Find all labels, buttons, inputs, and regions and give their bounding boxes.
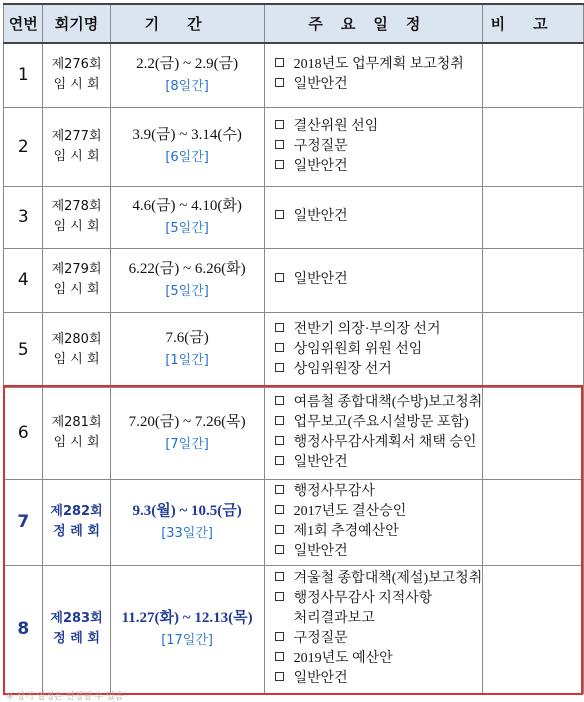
table-row	[4, 479, 584, 565]
session-name	[43, 565, 110, 693]
schedule-item: 일반안건	[275, 75, 483, 95]
schedule-cell	[264, 565, 483, 693]
note-cell	[483, 186, 584, 248]
square-bullet-icon	[275, 273, 284, 282]
square-bullet-icon	[275, 160, 284, 169]
square-bullet-icon	[275, 58, 284, 67]
period-days: [33일간]	[161, 525, 213, 541]
schedule-item: 일반안건	[275, 669, 483, 689]
table-row	[4, 312, 584, 387]
square-bullet-icon	[275, 652, 284, 661]
note-cell	[483, 387, 584, 479]
period-days: [6일간]	[165, 150, 209, 165]
session-number: 제278회	[51, 199, 102, 214]
schedule-item: 구정질문	[275, 137, 483, 157]
note-cell	[483, 565, 584, 693]
period-days: [1일간]	[165, 353, 209, 368]
schedule-cell	[264, 387, 483, 479]
schedule-item: 2019년도 예산안	[275, 649, 483, 669]
session-number: 제283회	[50, 611, 103, 626]
schedule-item: 일반안건	[275, 157, 483, 177]
square-bullet-icon	[275, 485, 284, 494]
schedule-item: 여름철 종합대책(수방)보고청취	[275, 393, 483, 413]
session-name	[43, 312, 110, 387]
note-cell	[483, 248, 584, 312]
schedule-item: 구정질문	[275, 629, 483, 649]
row-number: 7	[4, 479, 43, 565]
row-number: 3	[4, 186, 43, 248]
session-type: 정 례 회	[53, 631, 100, 646]
header-session-name: 회기명	[43, 4, 110, 43]
period-dates: 9.3(월) ~ 10.5(금)	[132, 502, 242, 519]
session-name	[43, 387, 110, 479]
square-bullet-icon	[275, 416, 284, 425]
schedule-item: 결산위원 선임	[275, 117, 483, 137]
session-type: 임 시 회	[53, 351, 100, 367]
session-type: 임 시 회	[53, 148, 100, 164]
session-period	[110, 107, 264, 186]
square-bullet-icon	[275, 140, 284, 149]
row-number: 1	[4, 43, 43, 107]
session-type: 임 시 회	[53, 282, 100, 297]
session-name	[43, 186, 110, 248]
session-type: 임 시 회	[53, 435, 100, 450]
schedule-item: 상임위원장 선거	[275, 360, 483, 380]
table-row	[4, 248, 584, 312]
period-days: [17일간]	[161, 632, 213, 648]
session-period	[110, 479, 264, 565]
schedule-cell	[264, 107, 483, 186]
header-row	[4, 4, 584, 43]
period-days: [8일간]	[165, 78, 209, 94]
session-type: 임 시 회	[53, 77, 100, 93]
row-number: 6	[4, 387, 43, 479]
schedule-item-continued: 처리결과보고	[293, 611, 375, 626]
header-period: 기간	[110, 4, 264, 43]
row-number: 2	[4, 107, 43, 186]
schedule-item: 2018년도 업무계획 보고청취	[275, 55, 483, 75]
session-period	[110, 248, 264, 312]
square-bullet-icon	[275, 672, 284, 681]
session-type: 정 례 회	[53, 524, 100, 539]
period-dates: 6.22(금) ~ 6.26(화)	[128, 260, 246, 277]
table-row	[4, 387, 584, 479]
schedule-item: 상임위원회 위원 선임	[275, 340, 483, 360]
schedule-item: 행정사무감사계획서 채택 승인	[275, 433, 483, 453]
schedule-item: 행정사무감사	[275, 482, 483, 502]
square-bullet-icon	[275, 545, 284, 554]
schedule-item: 일반안건	[275, 453, 483, 473]
square-bullet-icon	[275, 396, 284, 405]
square-bullet-icon	[275, 120, 284, 129]
square-bullet-icon	[275, 505, 284, 514]
schedule-item: 일반안건	[275, 207, 483, 227]
square-bullet-icon	[275, 592, 284, 601]
period-dates: 3.9(금) ~ 3.14(수)	[132, 127, 242, 143]
square-bullet-icon	[275, 343, 284, 352]
session-period	[110, 565, 264, 693]
session-period	[110, 387, 264, 479]
footer-note: ※ 상기 일정은 변경될 수 있음	[6, 692, 124, 702]
session-name	[43, 479, 110, 565]
header-no: 연번	[4, 4, 43, 43]
square-bullet-icon	[275, 572, 284, 581]
schedule-cell	[264, 479, 483, 565]
schedule-item: 2017년도 결산승인	[275, 502, 483, 522]
square-bullet-icon	[275, 632, 284, 641]
session-name	[43, 107, 110, 186]
table-row	[4, 565, 584, 693]
schedule-item: 겨울철 종합대책(제설)보고청취	[275, 569, 483, 589]
schedule-cell	[264, 43, 483, 107]
schedule-item: 전반기 의장·부의장 선거	[275, 320, 483, 340]
note-cell	[483, 43, 584, 107]
period-dates: 4.6(금) ~ 4.10(화)	[132, 197, 242, 214]
table-row	[4, 107, 584, 186]
period-dates: 11.27(화) ~ 12.13(목)	[121, 609, 253, 626]
square-bullet-icon	[275, 78, 284, 87]
header-schedule: 주요일정	[264, 4, 483, 43]
note-cell	[483, 107, 584, 186]
schedule-cell	[264, 312, 483, 387]
period-dates: 7.20(금) ~ 7.26(목)	[128, 413, 246, 430]
row-number: 8	[4, 565, 43, 693]
period-dates: 7.6(금)	[165, 330, 209, 346]
session-number: 제276회	[51, 57, 102, 73]
session-schedule-table	[3, 3, 584, 694]
schedule-item: 행정사무감사 지적사항	[275, 589, 483, 609]
schedule-table-wrapper	[3, 3, 584, 694]
session-number: 제280회	[51, 331, 102, 347]
session-period	[110, 186, 264, 248]
schedule-item: 제1회 추경예산안	[275, 522, 483, 542]
schedule-item: 일반안건	[275, 270, 483, 290]
session-period	[110, 312, 264, 387]
square-bullet-icon	[275, 210, 284, 219]
square-bullet-icon	[275, 456, 284, 465]
header-note: 비고	[483, 4, 584, 43]
square-bullet-icon	[275, 436, 284, 445]
session-number: 제277회	[51, 128, 102, 144]
schedule-item: 일반안건	[275, 542, 483, 562]
square-bullet-icon	[275, 363, 284, 372]
session-number: 제281회	[51, 415, 102, 430]
session-period	[110, 43, 264, 107]
session-name	[43, 248, 110, 312]
schedule-cell	[264, 186, 483, 248]
session-name	[43, 43, 110, 107]
session-number: 제279회	[51, 262, 102, 277]
period-dates: 2.2(금) ~ 2.9(금)	[136, 55, 239, 72]
period-days: [5일간]	[165, 220, 209, 236]
schedule-cell	[264, 248, 483, 312]
period-days: [5일간]	[165, 283, 209, 299]
session-type: 임 시 회	[53, 219, 100, 234]
square-bullet-icon	[275, 323, 284, 332]
period-days: [7일간]	[165, 436, 209, 452]
schedule-item: 업무보고(주요시설방문 포함)	[275, 413, 483, 433]
row-number: 5	[4, 312, 43, 387]
square-bullet-icon	[275, 525, 284, 534]
row-number: 4	[4, 248, 43, 312]
table-row	[4, 186, 584, 248]
note-cell	[483, 479, 584, 565]
session-number: 제282회	[50, 504, 103, 519]
table-row	[4, 43, 584, 107]
note-cell	[483, 312, 584, 387]
